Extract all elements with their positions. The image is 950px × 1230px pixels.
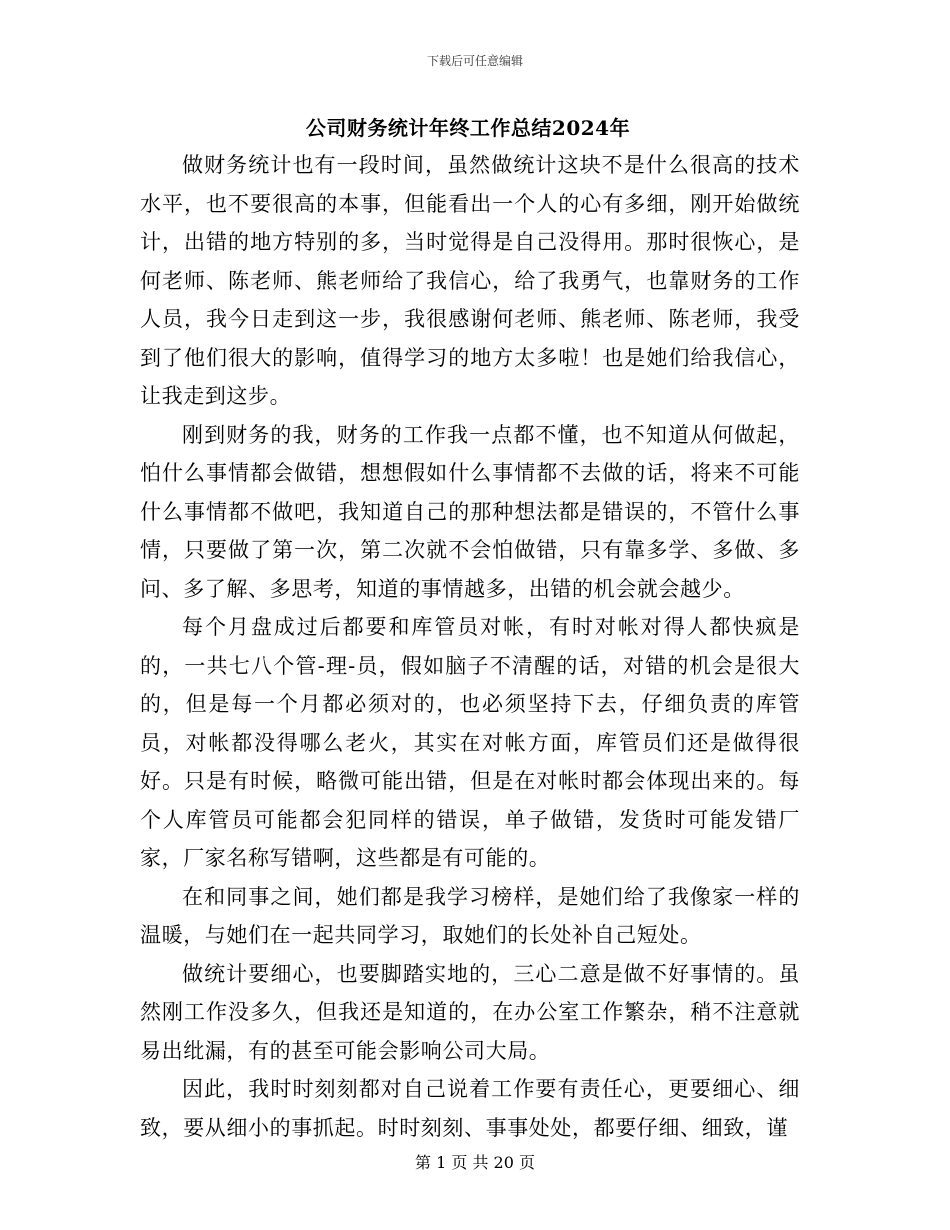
paragraph-1: 做财务统计也有一段时间，虽然做统计这块不是什么很高的技术水平，也不要很高的本事，但能看出一个人的心有多细，刚开始做统计，出错的地方特别的多，当时觉得是自己没得用。那时很恢心，是何老师、陈老师、熊老师给了我信心，给了我勇气，也靠财务的工作人员，我今日走到这一步，我很感谢何老师、熊老师、陈老师，我受到了他们很大的影响，值得学习的地方太多啦！也是她们给我信心，让我走到这步。 [140,153,800,408]
paragraph-5: 做统计要细心，也要脚踏实地的，三心二意是做不好事情的。虽然刚工作没多久，但我还是知道的，在办公室工作繁杂，稍不注意就易出纰漏，有的甚至可能会影响公司大局。 [140,961,800,1063]
page-header-note: 下载后可任意编辑 [426,54,523,68]
paragraph-6: 因此，我时时刻刻都对自己说着工作要有责任心，更要细心、细致，要从细小的事抓起。时时刻刻、事事处处，都要仔细、细致，谨 [140,1077,800,1140]
paragraph-4: 在和同事之间，她们都是我学习榜样，是她们给了我像家一样的温暖，与她们在一起共同学习，取她们的长处补自己短处。 [140,884,800,947]
page-number: 第 1 页 共 20 页 [415,1153,535,1172]
document-title: 公司财务统计年终工作总结2024年 [305,116,631,140]
paragraph-2: 刚到财务的我，财务的工作我一点都不懂，也不知道从何做起，怕什么事情都会做错，想想假如什么事情都不去做的话，将来不可能什么事情都不做吧，我知道自己的那种想法都是错误的，不管什么事情，只要做了第一次，第二次就不会怕做错，只有靠多学、多做、多问、多了解、多思考，知道的事情越多，出错的机会就会越少。 [140,422,800,601]
paragraph-3: 每个月盘成过后都要和库管员对帐，有时对帐对得人都快疯是的，一共七八个管-理-员，假如脑子不清醒的话，对错的机会是很大的，但是每一个月都必须对的，也必须坚持下去，仔细负责的库管员，对帐都没得哪么老火，其实在对帐方面，库管员们还是做得很好。只是有时候，略微可能出错，但是在对帐时都会体现出来的。每个人库管员可能都会犯同样的错误，单子做错，发货时可能发错厂家，厂家名称写错啊，这些都是有可能的。 [140,615,800,870]
document-body [140,146,800,1147]
